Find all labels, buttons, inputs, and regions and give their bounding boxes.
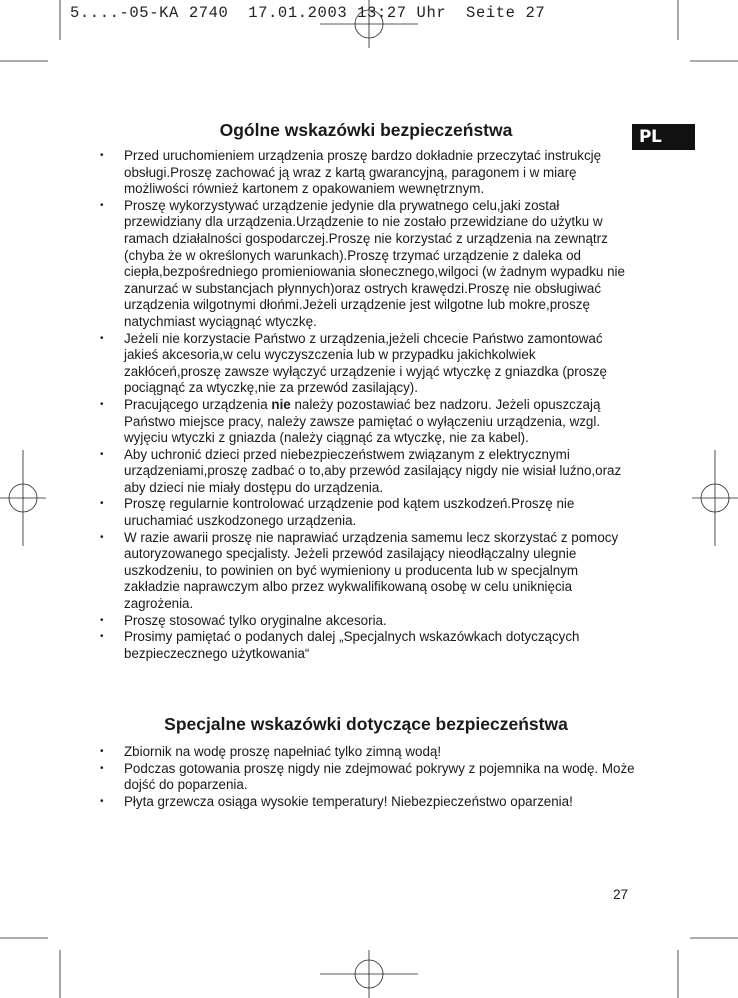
page-number: 27 — [613, 887, 628, 902]
safety-item-accessories: • Proszę stosować tylko oryginalne akcesoria. — [96, 613, 636, 630]
safety-item-supervision-part1: Pracującego urządzenia — [124, 396, 272, 412]
general-safety-list — [96, 148, 636, 662]
general-safety-list-wrapper — [96, 148, 636, 662]
special-item-lid: • Podczas gotowania proszę nigdy nie zdejmować pokrywy z pojemnika na wodę. Może dojść do poparzenia. — [96, 761, 636, 794]
safety-item-supervision-emphasis: nie — [271, 396, 291, 412]
general-safety-heading: Ogólne wskazówki bezpieczeństwa — [219, 120, 513, 140]
special-safety-list-wrapper — [96, 744, 636, 810]
language-tab: PL — [632, 124, 695, 150]
safety-item-supervision-part2: należy pozostawiać bez nadzoru. Jeżeli opuszczają Państwo miejsce pracy, należy zawsze pamiętać o wyłączeniu urządzenia, wzgl. wyjęciu wtyczki z gniazda (należy ciągnąć za wtyczkę, nie za kabel). — [124, 396, 601, 446]
safety-item-supervision — [96, 397, 636, 447]
special-item-cold-water: • Zbiornik na wodę proszę napełniać tylko zimną wodą! — [96, 744, 636, 761]
safety-item-private-use: • Proszę wykorzystywać urządzenie jedynie dla prywatnego celu,jaki został przewidziany dla urządzenia.Urządzenie to nie zostało przewidziane do użytku w ramach działalności gospodarczej.Proszę nie korzystać z urządzenia na zewnątrz (chyba że w określonych warunkach).Proszę trzymać urządzenie z daleka od ciepła,bezpośredniego promieniowania słonecznego,wilgoci (w żadnym wypadku nie zanurzać w substancjach płynnych)oraz ostrych krawędzi.Proszę nie obsługiwać urządzenia wilgotnymi dłońmi.Jeżeli urządzenie jest wilgotne lub mokre,proszę natychmiast wyciągnąć wtyczkę. — [96, 198, 636, 331]
print-slug: 5....-05-KA 2740 17.01.2003 13:27 Uhr Seite 27 — [70, 4, 546, 22]
safety-item-special-notes: • Prosimy pamiętać o podanych dalej „Specjalnych wskazówkach dotyczących bezpieczecznego użytkowania“ — [96, 629, 636, 662]
safety-item-unplug: • Jeżeli nie korzystacie Państwo z urządzenia,jeżeli chcecie Państwo zamontować jakieś akcesoria,w celu wyczyszczenia lub w przypadku jakichkolwiek zakłóceń,proszę zawsze wyłączyć urządzenie i wyjąć wtyczkę z gniazdka (proszę pociągnąć za wtyczkę,nie za przewód zasilający). — [96, 331, 636, 397]
safety-item-repair: • W razie awarii proszę nie naprawiać urządzenia samemu lecz skorzystać z pomocy autoryzowanego specjalisty. Jeżeli przewód zasilający nieodłączalny ulegnie uszkodzeniu, to powinien on być wymieniony u producenta lub w specjalnym zakładzie naprawczym albo przez wykwalifikowaną osobę w celu uniknięcia zagrożenia. — [96, 530, 636, 613]
special-safety-list — [96, 744, 636, 810]
safety-item-read-manual: • Przed uruchomieniem urządzenia proszę bardzo dokładnie przeczytać instrukcję obsługi.Proszę zachować ją wraz z kartą gwarancyjną, paragonem i w miarę możliwości również kartonem z opakowaniem wewnętrznym. — [96, 148, 636, 198]
special-safety-section — [96, 714, 636, 735]
general-safety-section — [96, 120, 636, 141]
safety-item-children: • Aby uchronić dzieci przed niebezpieczeństwem związanym z elektrycznymi urządzeniami,proszę zadbać o to,aby przewód zasilający nigdy nie wisiał luźno,oraz aby dzieci nie miały dostępu do urządzenia. — [96, 447, 636, 497]
special-item-hot-plate: • Płyta grzewcza osiąga wysokie temperatury! Niebezpieczeństwo oparzenia! — [96, 794, 636, 811]
special-safety-heading: Specjalne wskazówki dotyczące bezpieczeństwa — [164, 714, 568, 734]
safety-item-inspect: • Proszę regularnie kontrolować urządzenie pod kątem uszkodzeń.Proszę nie uruchamiać uszkodzonego urządzenia. — [96, 496, 636, 529]
